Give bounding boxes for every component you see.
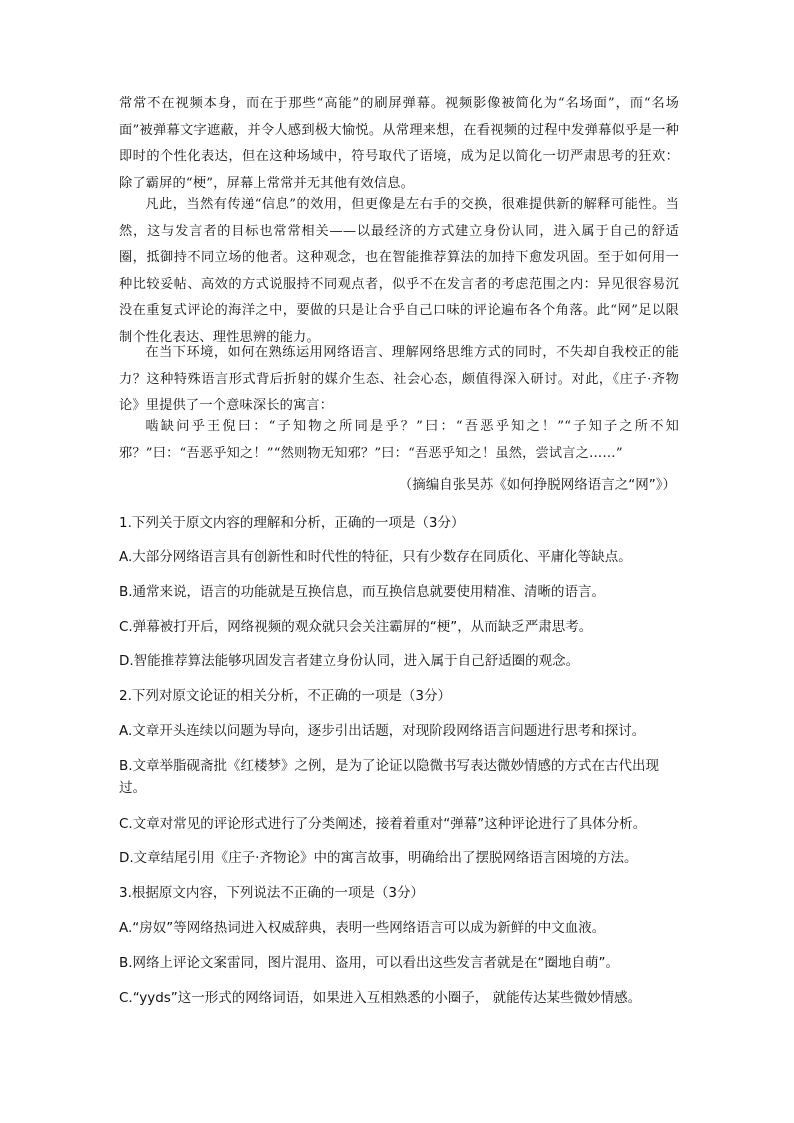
question-1-option-a: A.大部分网络语言具有创新性和时代性的特征，只有少数存在同质化、平庸化等缺点。 bbox=[119, 549, 632, 565]
question-1-option-b: B.通常来说，语言的功能就是互换信息，而互换信息就要使用精准、清晰的语言。 bbox=[119, 584, 606, 600]
passage-paragraph-3: 在当下环境，如何在熟练运用网络语言、理解网络思维方式的同时，不失却自我校正的能力？这种特殊语言形式背后折射的媒介生态、社会心态，颇值得深入研讨。对此，《庄子·齐物论》里提供了一个意味深长的寓言： bbox=[119, 345, 679, 413]
question-2-option-c: C.文章对常见的评论形式进行了分类阐述，接着着重对“弹幕”这种评论进行了具体分析。 bbox=[119, 816, 647, 832]
question-2-option-b: B.文章举脂砚斋批《红楼梦》之例，是为了论证以隐微书写表达微妙情感的方式在古代出现过。 bbox=[119, 758, 660, 796]
question-3-option-b: B.网络上评论文案雷同，图片混用、盗用，可以看出这些发言者就是在“圈地自萌”。 bbox=[119, 955, 620, 971]
question-3-stem: 3.根据原文内容，下列说法不正确的一项是（3分） bbox=[119, 885, 424, 901]
passage-paragraph-quote: 啮缺问乎王倪曰：“子知物之所同是乎？”曰：“吾恶乎知之！”“子知子之所不知邪？”曰：“吾恶乎知之！”“然则物无知邪？”曰：“吾恶乎知之！虽然，尝试言之……” bbox=[119, 419, 679, 461]
question-2-option-d: D.文章结尾引用《庄子·齐物论》中的寓言故事，明确给出了摆脱网络语言困境的方法。 bbox=[119, 850, 638, 866]
question-2-stem: 2.下列对原文论证的相关分析，不正确的一项是（3分） bbox=[119, 688, 451, 704]
passage-paragraph-2: 凡此，当然有传递“信息”的效用，但更像是左右手的交换，很难提供新的解释可能性。当然，这与发言者的目标也常常相关——以最经济的方式建立身份认同，进入属于自己的舒适圈，抵御持不同立场的他者。这种观念，也在智能推荐算法的加持下愈发巩固。至于如何用一种比较妥帖、高效的方式说服持不同观点者，似乎不在发言者的考虑范围之内：异见很容易沉没在重复式评论的海洋之中，要做的只是让合乎自己口味的评论遍布各个角落。此“网”足以限制个性化表达、理性思辨的能力。 bbox=[119, 197, 679, 345]
question-2-option-a: A.文章开头连续以问题为导向，逐步引出话题，对现阶段网络语言问题进行思考和探讨。 bbox=[119, 723, 646, 739]
source-citation: （摘编自张昊苏《如何挣脱网络语言之“网”》） bbox=[398, 477, 676, 493]
question-1-stem: 1.下列关于原文内容的理解和分析，正确的一项是（3分） bbox=[119, 515, 465, 531]
question-3-option-c: C.“yyds”这一形式的网络词语，如果进入互相熟悉的小圈子， 就能传达某些微妙情感。 bbox=[119, 990, 642, 1006]
question-3-option-a: A.“房奴”等网络热词进入权威辞典，表明一些网络语言可以成为新鲜的中文血液。 bbox=[119, 920, 606, 936]
question-1-option-d: D.智能推荐算法能够巩固发言者建立身份认同，进入属于自己舒适圈的观念。 bbox=[119, 653, 580, 669]
question-1-option-c: C.弹幕被打开后，网络视频的观众就只会关注霸屏的“梗”，从而缺乏严肃思考。 bbox=[119, 619, 593, 635]
passage-paragraph-1: 常常不在视频本身，而在于那些“高能”的刷屏弹幕。视频影像被简化为“名场面”，而“名场面”被弹幕文字遮蔽，并令人感到极大愉悦。从常理来想，在看视频的过程中发弹幕似乎是一种即时的个性化表达，但在这种场域中，符号取代了语境，成为足以简化一切严肃思考的狂欢：除了霸屏的“梗”，屏幕上常常并无其他有效信息。 bbox=[119, 96, 679, 191]
